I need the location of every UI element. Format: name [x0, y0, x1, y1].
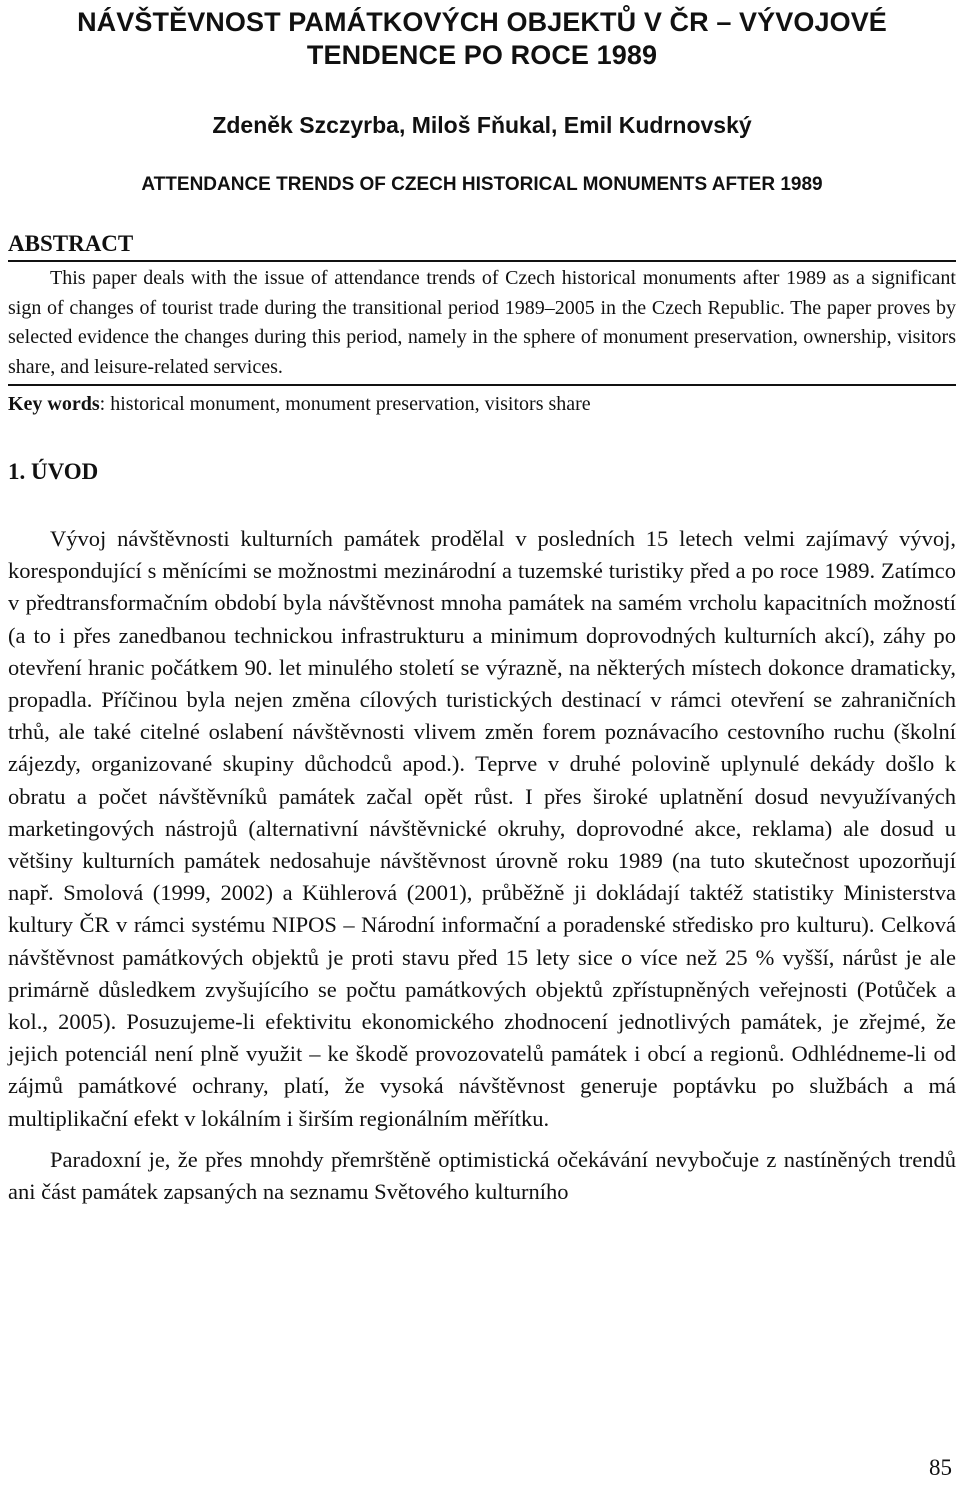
keywords-label: Key words	[8, 393, 100, 415]
body-paragraph: Paradoxní je, že přes mnohdy přemrštěně optimistická očekávání nevybočuje z nastíněných trendů ani část památek zapsaných na seznamu Světového kulturního	[8, 1146, 956, 1205]
keywords-text: : historical monument, monument preservation, visitors share	[99, 393, 591, 415]
keywords	[8, 390, 956, 418]
body-paragraph: Vývoj návštěvnosti kulturních památek prodělal v posledních 15 letech velmi zajímavý vývoj, korespondující s měnícími se možnostmi mezinárodní a tuzemské turistiky před a po roce 1989. Zatímco v předtransformačním období byla návštěvnost mnoha památek na samém vrcholu kapacitních možností (a to i přes zanedbanou technickou infrastrukturu a minimum doprovodných kulturních akcí), záhy po otevření hranic počátkem 90. let minulého století se výrazně, na některých místech dokonce dramaticky, propadla. Příčinou byla nejen změna cílových turistických destinací v rámci otevření se zahraničních trhů, ale také citelné oslabení návštěvnosti vlivem změn forem poznávacího cestovního ruchu (školní zájezdy, organizované skupiny důchodců apod.). Teprve v druhé polovině uplynulé dekády došlo k obratu a počet návštěvníků památek začal opět růst. I přes široké uplatnění dosud nevyužívaných marketingových nástrojů (alternativní návštěvnické okruhy, doprovodné akce, reklama) ale dosud u většiny kulturních památek nedosahuje návštěvnost úrovně roku 1989 (na tuto skutečnost upozorňují např. Smolová (1999, 2002) a Kühlerová (2001), průběžně ji dokládají taktéž statistiky Ministerstva kultury ČR v rámci systému NIPOS – Národní informační a poradenské středisko pro kulturu). Celková návštěvnost památkových objektů je proti stavu před 15 lety sice o více než 25 % vyšší, nárůst je ale primárně důsledkem zvyšujícího se počtu památkových objektů zpřístupněných veřejnosti (Potůček a kol., 2005). Posuzujeme-li efektivitu ekonomického zhodnocení jednotlivých památek, je zřejmé, že jejich potenciál není plně využit – ke škodě provozovatelů památek i obcí a regionů. Odhlédneme-li od zájmů památkové ochrany, platí, že vysoká návštěvnost generuje poptávku po službách a má multiplikační efekt v lokálním i širším regionálním měřítku.	[8, 526, 956, 1131]
abstract-text: This paper deals with the issue of attendance trends of Czech historical monuments after 1989 as a significant sign of changes of tourist trade during the transitional period 1989–2005 in the Czech Republic. The paper proves by selected evidence the changes during this period, namely in the sphere of monument preservation, ownership, visitors share, and leisure-related services.	[8, 264, 956, 386]
english-title: ATTENDANCE TRENDS OF CZECH HISTORICAL MONUMENTS AFTER 1989	[141, 174, 823, 195]
section-heading: 1. ÚVOD	[8, 459, 99, 484]
page-number: 85	[929, 1455, 952, 1480]
paper-title: NÁVŠTĚVNOST PAMÁTKOVÝCH OBJEKTŮ V ČR – VÝVOJOVÉ TENDENCE PO ROCE 1989	[77, 7, 887, 70]
document-page	[8, 0, 956, 1208]
authors: Zdeněk Szczyrba, Miloš Fňukal, Emil Kudrnovský	[212, 112, 752, 138]
abstract-heading: ABSTRACT	[8, 230, 956, 262]
